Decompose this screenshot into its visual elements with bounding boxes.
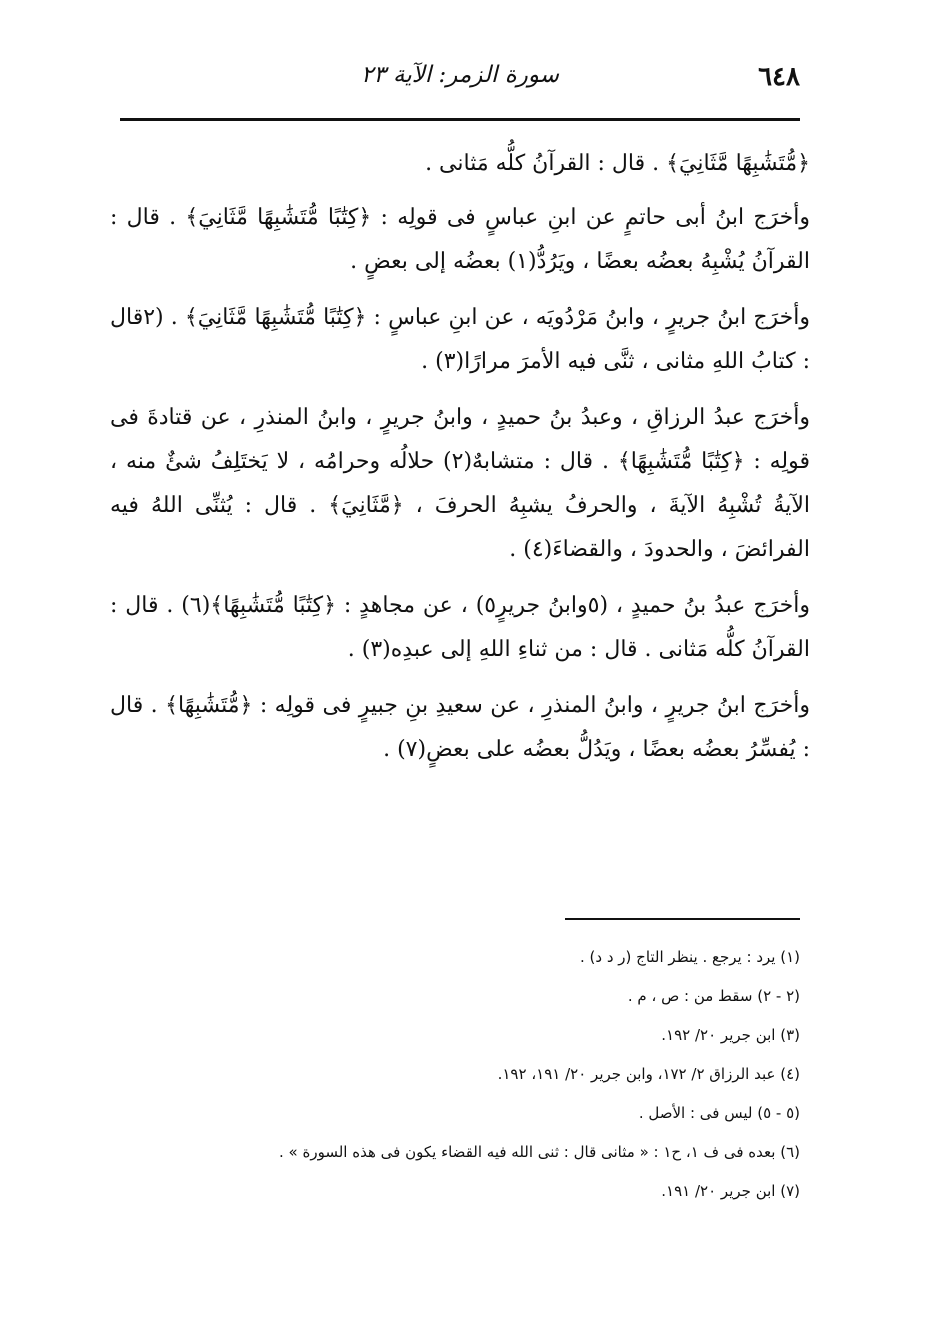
paragraph: وأخرَج ابنُ جريرٍ ، وابنُ المنذرِ ، عن سعيدِ بنِ جبيرٍ فى قولِه : ﴿مُّتَشَٰبِهًا﴾ . قال : يُفسِّرُ بعضُه بعضًا ، ويَدُلُّ بعضُه على بعضٍ(٧) . (110, 693, 810, 762)
footnote-divider (565, 918, 800, 920)
footnotes (110, 938, 800, 1211)
footnote: (٢ - ٢) سقط من : ص ، م . (627, 987, 800, 1005)
page-number: ٦٤٨ (758, 62, 800, 92)
footnote: (٤) عبد الرزاق ٢/ ١٧٢، وابن جرير ٢٠/ ١٩١، ١٩٢. (497, 1065, 800, 1083)
footnote: (٥ - ٥) ليس فى : الأصل . (638, 1104, 800, 1122)
footnote: (٦) بعده فى ف ١، ح١ : « مثانى قال : ثنى الله فيه القضاء يكون فى هذه السورة » . (279, 1143, 800, 1161)
paragraph: وأخرَج ابنُ أبى حاتمٍ عن ابنِ عباسٍ فى قولِه : ﴿كِتَٰبًا مُّتَشَٰبِهًا مَّثَانِيَ﴾ . قال : القرآنُ يُشْبِهُ بعضُه بعضًا ، ويَرُدُّ(١) بعضُه إلى بعضٍ . (110, 205, 810, 274)
page-header (120, 58, 800, 121)
footnote: (١) يرد : يرجع . ينظر التاج (ر د د) . (580, 948, 800, 966)
footnote: (٧) ابن جرير ٢٠/ ١٩١. (661, 1182, 800, 1200)
paragraph: ﴿مُّتَشَٰبِهًا مَّثَانِيَ﴾ . قال : القرآنُ كلُّه مَثانى . (425, 151, 810, 176)
main-text (110, 142, 810, 784)
footnote: (٣) ابن جرير ٢٠/ ١٩٢. (661, 1026, 800, 1044)
running-title: سورة الزمر: الآية ٢٣ (360, 62, 560, 88)
paragraph: وأخرَج عبدُ بنُ حميدٍ ، (٥وابنُ جريرٍ٥) ، عن مجاهدٍ : ﴿كِتَٰبًا مُّتَشَٰبِهًا﴾(٦) . قال : القرآنُ كلُّه مَثانى . قال : من ثناءِ اللهِ إلى عبدِه(٣) . (110, 593, 810, 662)
paragraph: وأخرَج ابنُ جريرٍ ، وابنُ مَرْدُويَه ، عن ابنِ عباسٍ : ﴿كِتَٰبًا مُّتَشَٰبِهًا مَّثَانِيَ﴾ . (٢قال : كتابُ اللهِ مثانى ، ثنَّى فيه الأمرَ مرارًا(٣) . (110, 305, 810, 374)
paragraph: وأخرَج عبدُ الرزاقِ ، وعبدُ بنُ حميدٍ ، وابنُ جريرٍ ، وابنُ المنذرِ ، عن قتادةَ فى قولِه : ﴿كِتَٰبًا مُّتَشَٰبِهًا﴾ . قال : متشابهٌ(٢) حلالُه وحرامُه ، لا يَختَلِفُ شئٌ منه ، الآيةُ تُشْبِهُ الآيةَ ، والحرفُ يشبِهُ الحرفَ ، ﴿مَّثَانِيَ﴾ . قال : يُثنِّى اللهُ فيه الفرائضَ ، والحدودَ ، والقضاءَ(٤) . (110, 405, 811, 562)
